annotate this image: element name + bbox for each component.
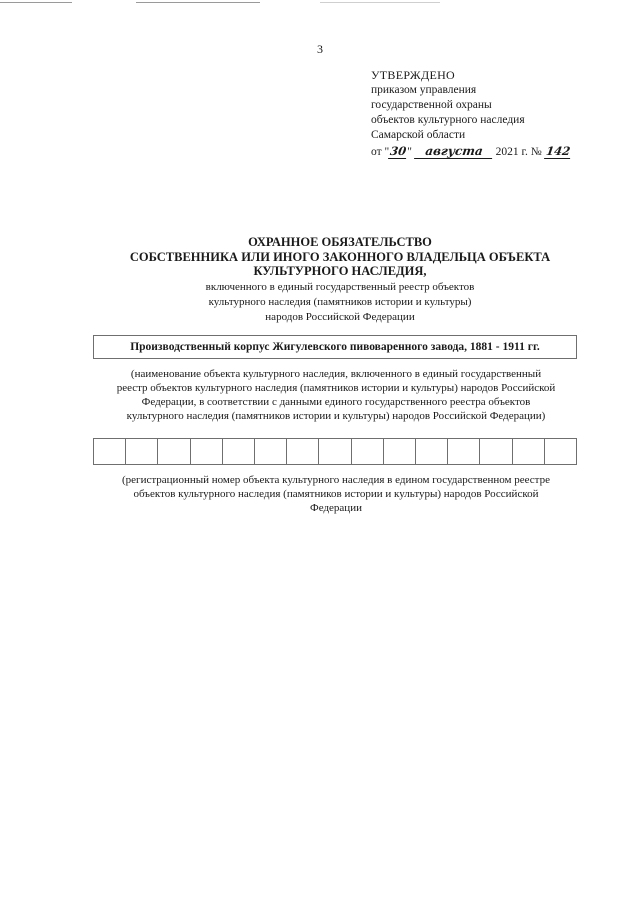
scan-edge-line-center [136,2,260,3]
registration-digit-cell [287,439,319,464]
document-subtitle: культурного наследия (памятников истории и культуры) [208,295,472,308]
approval-line: приказом управления [371,84,477,96]
caption-line: (регистрационный номер объекта культурного наследия в едином государственном реестре [122,474,550,486]
caption-line: культурного наследия (памятников истории и культуры) народов Российской Федерации) [126,410,546,422]
registration-digit-cell [126,439,158,464]
scan-edge-line-right [320,2,440,3]
registration-digit-cell [255,439,287,464]
object-name-field [93,335,577,359]
date-separator: " [407,146,412,158]
caption-line: объектов культурного наследия (памятников истории и культуры) народов Российской [133,488,539,500]
page-number: 3 [317,42,323,56]
registration-digit-cell [352,439,384,464]
caption-line: (наименование объекта культурного наследия, включенного в единый государственный [130,368,542,380]
registration-digit-cell [223,439,255,464]
handwritten-day: 30 [389,144,408,158]
registration-digit-cell [191,439,223,464]
document-title: КУЛЬТУРНОГО НАСЛЕДИЯ, [253,264,427,278]
registration-digit-cell [545,439,576,464]
registration-digit-cell [513,439,545,464]
date-prefix: от " [371,146,390,158]
document-subtitle: народов Российской Федерации [265,310,415,323]
registration-digit-cell [158,439,190,464]
registration-digit-cell [480,439,512,464]
date-year: 2021 г. № [495,146,542,158]
object-name: Производственный корпус Жигулевского пивоваренного завода, 1881 - 1911 гг. [130,341,540,353]
document-subtitle: включенного в единый государственный реестр объектов [205,280,475,293]
caption-line: Федерации [310,502,362,514]
document-title: СОБСТВЕННИКА ИЛИ ИНОГО ЗАКОННОГО ВЛАДЕЛЬЦА ОБЪЕКТА [129,249,551,264]
scan-edge-line-left [0,2,72,3]
approval-stamp [371,68,631,160]
object-name-caption [96,367,576,423]
document-title: ОХРАННОЕ ОБЯЗАТЕЛЬСТВО [248,235,432,249]
approval-line: государственной охраны [371,99,492,111]
registration-digit-cell [319,439,351,464]
registration-digit-cell [384,439,416,464]
approval-heading: УТВЕРЖДЕНО [371,68,456,82]
handwritten-month: августа [414,145,494,159]
caption-line: реестр объектов культурного наследия (памятников истории и культуры) народов Российской [116,382,556,394]
registration-digit-cell [94,439,126,464]
approval-line: объектов культурного наследия [371,114,525,126]
approval-dateline [371,145,631,160]
caption-line: Федерации, в соответствии с данными единого государственного реестра объектов [141,396,531,408]
handwritten-order-number: 142 [544,144,571,158]
approval-line: Самарской области [371,129,466,141]
document-title-block [100,235,580,324]
registration-number-grid [93,438,577,465]
registration-digit-cell [416,439,448,464]
registration-caption [96,473,576,515]
registration-digit-cell [448,439,480,464]
